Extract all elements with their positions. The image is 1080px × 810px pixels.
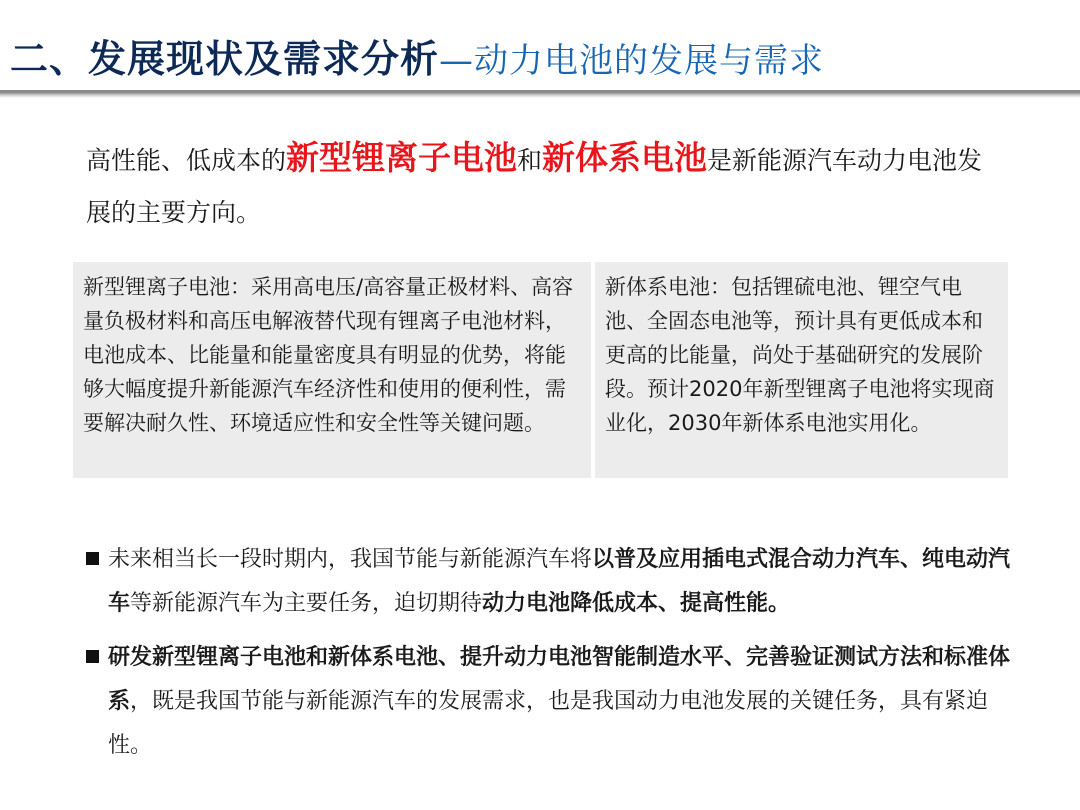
bullet-item-2 bbox=[86, 636, 1026, 768]
intro-highlight-2: 新体系电池 bbox=[542, 138, 708, 177]
bullet-1-text-2: 等新能源汽车为主要任务，迫切期待 bbox=[130, 591, 483, 616]
slide-title bbox=[10, 28, 824, 83]
intro-text-2: 和 bbox=[517, 146, 543, 175]
intro-text-1: 高性能、低成本的 bbox=[86, 146, 287, 175]
intro-text-3: 是新能源汽车动力电池发展的主要方向。 bbox=[86, 146, 983, 227]
box-new-lithium-ion: 新型锂离子电池：采用高电压/高容量正极材料、高容量负极材料和高压电解液替代现有锂离子电池材料，电池成本、比能量和能量密度具有明显的优势，将能够大幅度提升新能源汽车经济性和使用的便利性，需要解决耐久性、环境适应性和安全性等关键问题。 bbox=[73, 262, 591, 478]
title-divider bbox=[0, 90, 1080, 98]
bullet-1-bold-1: 以普及应用插电式混合动力汽车、纯电动汽车 bbox=[108, 547, 1011, 616]
bullet-list bbox=[86, 538, 1026, 778]
slide-header bbox=[0, 0, 1080, 92]
intro-highlight-1: 新型锂离子电池 bbox=[286, 138, 518, 177]
bullet-2-bold-1: 研发新型锂离子电池和新体系电池、提升动力电池智能制造水平、完善验证测试方法和标准体系 bbox=[108, 645, 1011, 714]
title-main: 二、发展现状及需求分析 bbox=[10, 37, 440, 81]
bullet-item-1 bbox=[86, 538, 1026, 626]
intro-paragraph bbox=[86, 132, 1006, 239]
square-bullet-icon bbox=[86, 650, 99, 663]
box-new-system-battery: 新体系电池：包括锂硫电池、锂空气电池、全固态电池等，预计具有更低成本和更高的比能量，尚处于基础研究的发展阶段。预计2020年新型锂离子电池将实现商业化，2030年新体系电池实用化。 bbox=[595, 262, 1008, 478]
square-bullet-icon bbox=[86, 552, 99, 565]
bullet-1-bold-2: 动力电池降低成本、提高性能。 bbox=[482, 591, 791, 616]
bullet-1-text-1: 未来相当长一段时期内，我国节能与新能源汽车将 bbox=[108, 547, 593, 572]
title-sub: —动力电池的发展与需求 bbox=[439, 41, 825, 81]
bullet-2-text-1: ，既是我国节能与新能源汽车的发展需求，也是我国动力电池发展的关键任务，具有紧迫性。 bbox=[108, 689, 989, 758]
